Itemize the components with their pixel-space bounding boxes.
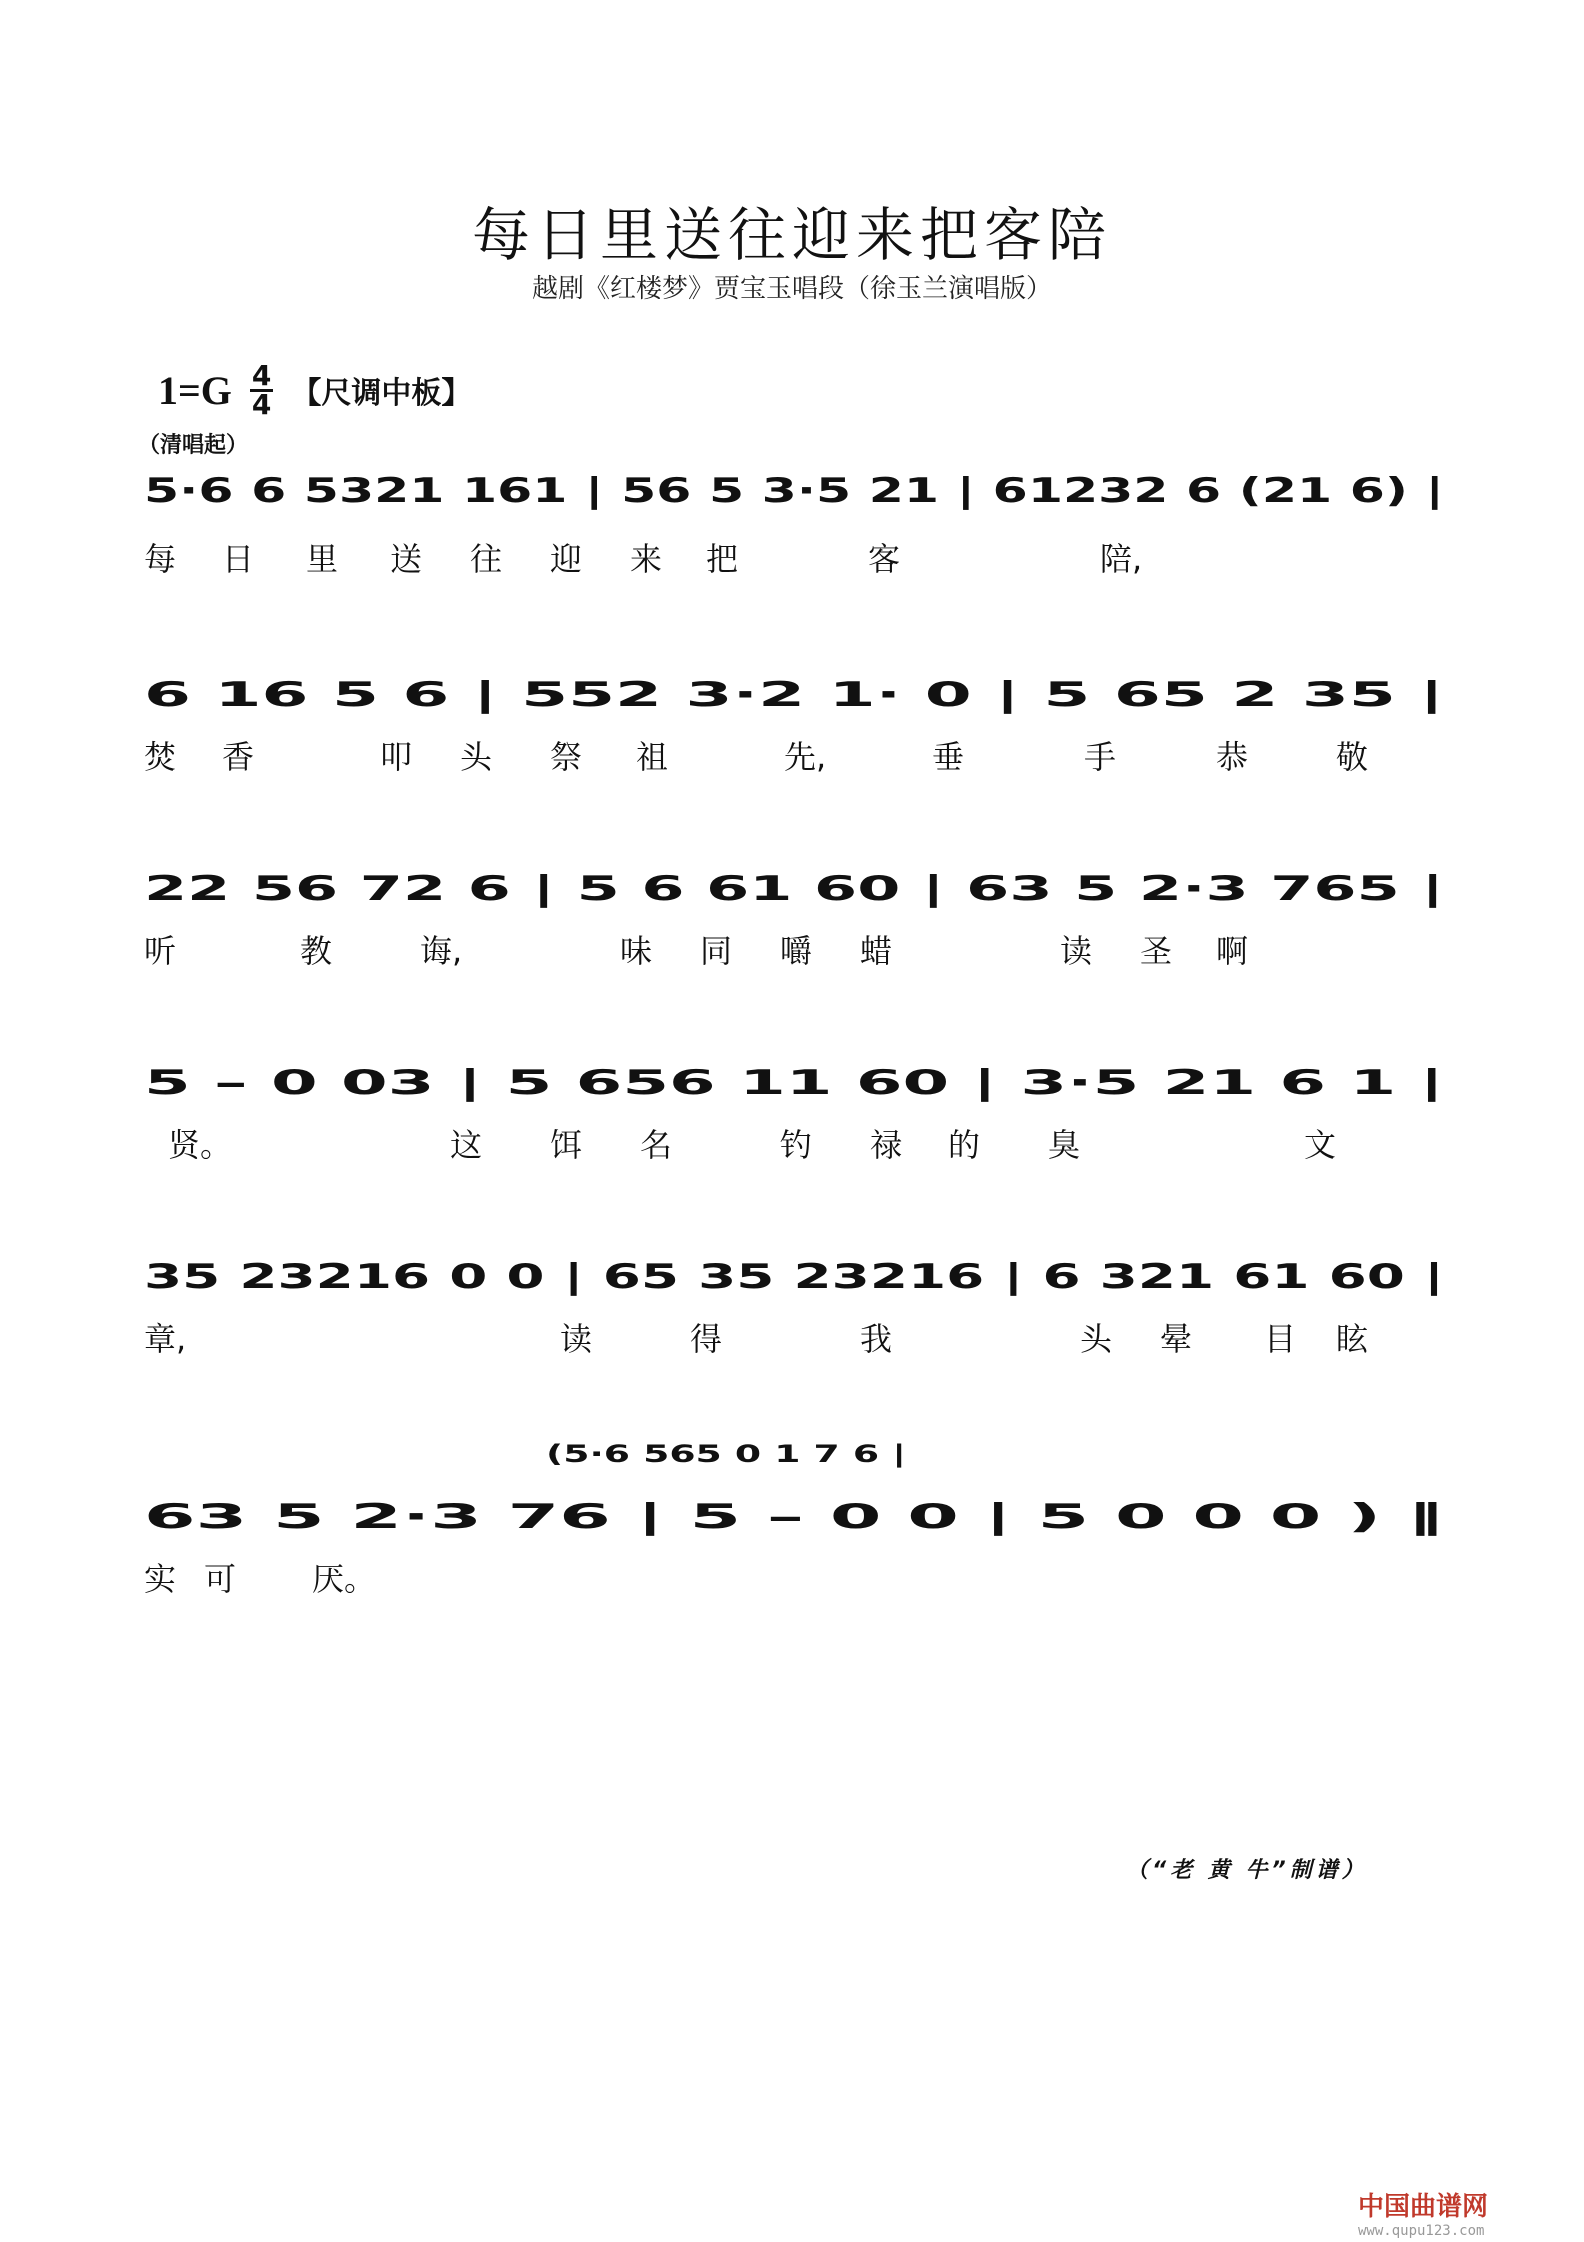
meter-top: 4 xyxy=(251,358,272,392)
lyric-syllable: 嚼 xyxy=(780,932,813,970)
notation-line-4: 5 – 0 03 | 5 656 11 60 | 3·5 21 6 1 | xyxy=(144,1063,1444,1103)
watermark-url: www.qupu123.com xyxy=(1358,2223,1485,2239)
lyric-syllable: 每 xyxy=(144,540,177,578)
lyric-syllable: 诲, xyxy=(420,932,463,970)
lyric-syllable: 厌。 xyxy=(312,1560,377,1598)
page-subtitle: 越剧《红楼梦》贾宝玉唱段（徐玉兰演唱版） xyxy=(531,274,1052,304)
lyric-syllable: 禄 xyxy=(870,1126,903,1164)
lyric-syllable: 把 xyxy=(706,540,739,578)
lyric-syllable: 饵 xyxy=(550,1126,583,1164)
notation-line-2: 6 16 5 6 | 552 3·2 1· 0 | 5 65 2 35 | xyxy=(144,675,1444,715)
lyric-syllable: 啊 xyxy=(1216,932,1249,970)
lyric-syllable: 味 xyxy=(620,932,653,970)
key-signature: 1=G xyxy=(158,367,232,413)
site-watermark xyxy=(1358,2186,1488,2239)
lyric-syllable: 教 xyxy=(300,932,333,970)
lyric-syllable: 章, xyxy=(144,1320,187,1358)
lyric-syllable: 读 xyxy=(1060,932,1093,970)
ossia-line: (5·6 565 0 1 7 6 | xyxy=(546,1440,906,1468)
lyric-syllable: 同 xyxy=(700,932,733,970)
lyric-syllable: 可 xyxy=(204,1560,237,1598)
tempo-marking: 【尺调中板】 xyxy=(291,376,472,411)
watermark-brand: 中国曲谱网 xyxy=(1358,2192,1489,2222)
lyric-syllable: 读 xyxy=(560,1320,593,1358)
lyric-syllable: 往 xyxy=(470,540,503,578)
lyric-syllable: 晕 xyxy=(1160,1320,1193,1358)
lyric-syllable: 先, xyxy=(784,738,827,776)
lyric-syllable: 眩 xyxy=(1336,1320,1369,1358)
lyric-syllable: 得 xyxy=(690,1320,723,1358)
lyric-syllable: 敬 xyxy=(1336,738,1369,776)
notation-line-5: 35 23216 0 0 | 65 35 23216 | 6 321 61 60 | xyxy=(144,1257,1444,1297)
lyric-syllable: 手 xyxy=(1084,738,1117,776)
lyric-syllable: 这 xyxy=(450,1126,483,1164)
lyric-syllable: 蜡 xyxy=(860,932,893,970)
lyric-syllable: 恭 xyxy=(1216,738,1249,776)
lyric-syllable: 叩 xyxy=(380,738,413,776)
lyric-syllable: 贤。 xyxy=(168,1126,233,1164)
lyric-syllable: 祭 xyxy=(550,738,583,776)
lyric-syllable: 实 xyxy=(144,1560,177,1598)
lyric-syllable: 里 xyxy=(306,540,339,578)
lyric-syllable: 迎 xyxy=(550,540,583,578)
lyric-syllable: 钓 xyxy=(780,1126,813,1164)
lyric-syllable: 名 xyxy=(640,1126,673,1164)
lyric-syllable: 送 xyxy=(390,540,423,578)
lyric-syllable: 圣 xyxy=(1140,932,1173,970)
lyric-syllable: 客 xyxy=(868,540,901,578)
lyric-syllable: 文 xyxy=(1304,1126,1337,1164)
lyric-syllable: 陪, xyxy=(1100,540,1143,578)
lyric-syllable: 臭 xyxy=(1048,1126,1081,1164)
lyric-syllable: 目 xyxy=(1264,1320,1297,1358)
lyric-syllable: 听 xyxy=(144,932,177,970)
score-systems xyxy=(144,471,1444,1598)
lyric-syllable: 日 xyxy=(222,540,255,578)
lyric-syllable: 的 xyxy=(948,1126,981,1164)
notation-line-3: 22 56 72 6 | 5 6 61 60 | 63 5 2·3 765 | xyxy=(144,869,1444,909)
transcriber-credit: （“老 黄 牛”制谱） xyxy=(1126,1858,1368,1883)
page-title: 每日里送往迎来把客陪 xyxy=(471,201,1112,269)
notation-line-1: 5·6 6 5321 161 | 56 5 3·5 21 | 61232 6 (21 6) | xyxy=(144,471,1444,511)
lyric-syllable: 我 xyxy=(860,1320,893,1358)
meter-bottom: 4 xyxy=(251,387,272,421)
lyric-syllable: 香 xyxy=(222,738,255,776)
lyric-syllable: 焚 xyxy=(144,738,177,776)
intro-note: （清唱起） xyxy=(138,433,249,458)
lyric-syllable: 头 xyxy=(460,738,493,776)
lyric-syllable: 祖 xyxy=(636,738,669,776)
lyric-syllable: 垂 xyxy=(932,738,965,776)
lyric-syllable: 来 xyxy=(630,540,663,578)
lyric-syllable: 头 xyxy=(1080,1320,1113,1358)
notation-line-6: 63 5 2·3 76 | 5 – 0 0 | 5 0 0 0 ) ‖ xyxy=(144,1497,1444,1537)
